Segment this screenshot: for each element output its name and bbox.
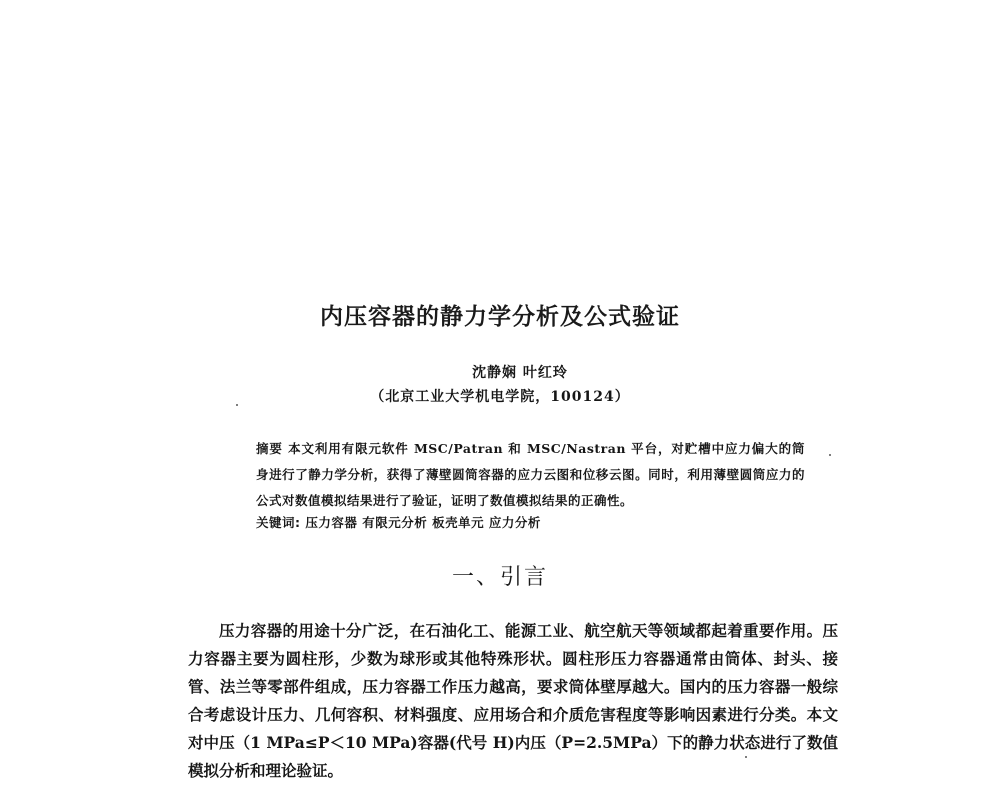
body-paragraph <box>188 617 838 785</box>
keywords-line <box>256 513 541 531</box>
section-heading-introduction: 一、引言 <box>451 565 548 590</box>
abstract-label: 摘要 <box>256 441 283 456</box>
scan-speck <box>829 454 831 456</box>
intro-paragraph: 压力容器的用途十分广泛，在石油化工、能源工业、航空航天等领域都起着重要作用。压力容器主要为圆柱形，少数为球形或其他特殊形状。圆柱形压力容器通常由筒体、封头、接管、法兰等零部件组成，压力容器工作压力越高，要求筒体壁厚越大。国内的压力容器一般综合考虑设计压力、几何容积、材料强度、应用场合和介质危害程度等影响因素进行分类。本文对中压（1 MPa≤P＜10 MPa)容器(代号 H)内压（P=2.5MPa）下的静力状态进行了数值模拟分析和理论验证。 <box>188 621 838 780</box>
abstract-block <box>220 436 805 514</box>
keywords-label: 关键词: <box>256 515 301 530</box>
abstract-text: 本文利用有限元软件 MSC/Patran 和 MSC/Nastran 平台，对贮槽中应力偏大的筒身进行了静力学分析，获得了薄壁圆筒容器的应力云图和位移云图。同时，利用薄壁圆筒应力的公式对数值模拟结果进行了验证，证明了数值模拟结果的正确性。 <box>256 441 805 508</box>
paper-authors: 沈静娴 叶红玲 <box>472 365 568 381</box>
paper-title: 内压容器的静力学分析及公式验证 <box>320 304 680 330</box>
scan-speck <box>745 756 747 758</box>
keywords-text: 压力容器 有限元分析 板壳单元 应力分析 <box>305 515 541 530</box>
scan-speck <box>236 404 238 406</box>
paper-affiliation: （北京工业大学机电学院，100124） <box>370 389 630 405</box>
